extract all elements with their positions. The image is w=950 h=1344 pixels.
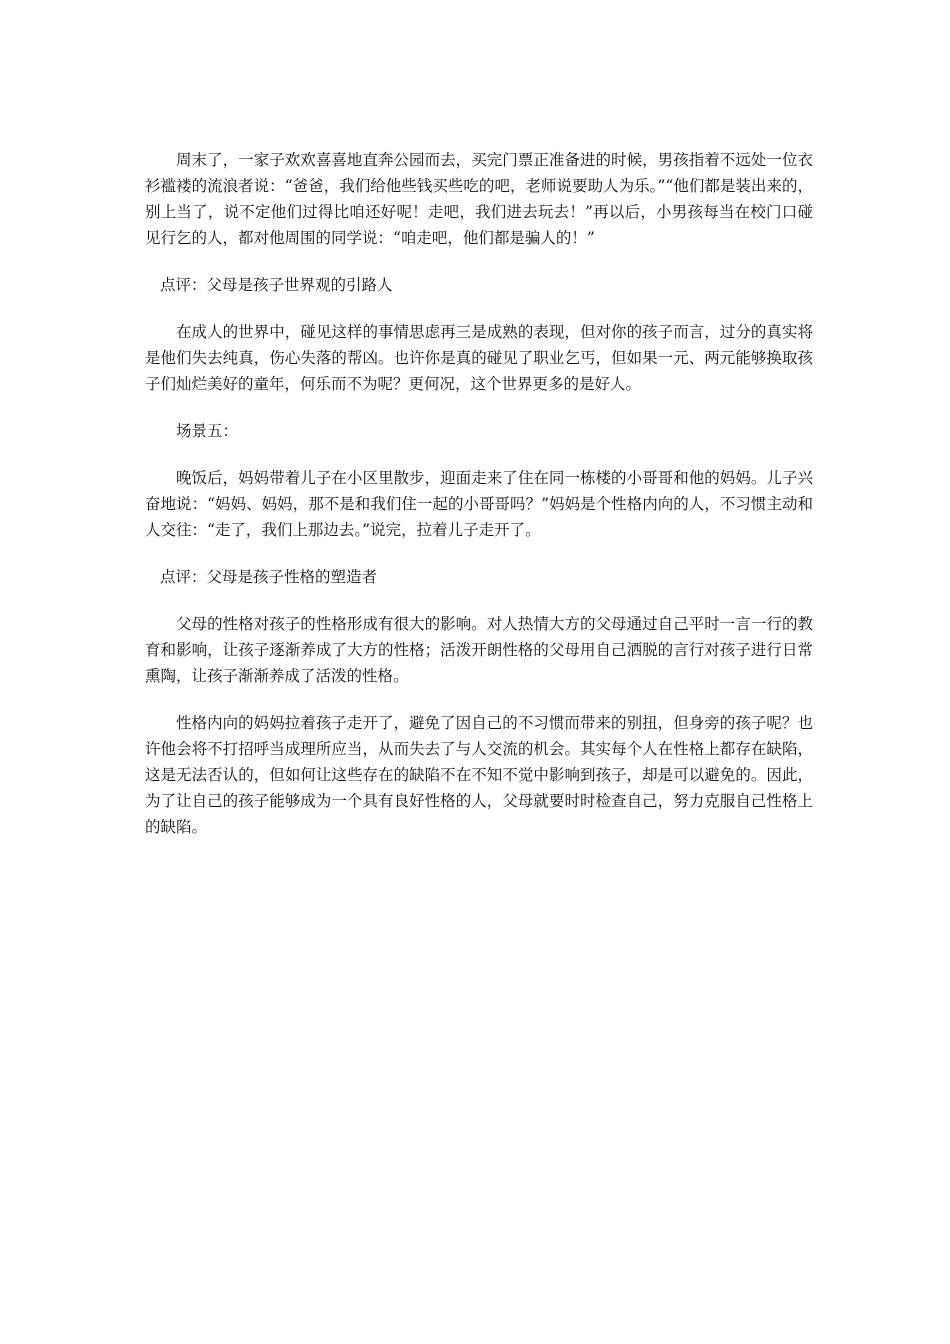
- paragraph-3: 晚饭后，妈妈带着儿子在小区里散步，迎面走来了住在同一栋楼的小哥哥和他的妈妈。儿子兴奋地说：“妈妈、妈妈，那不是和我们住一起的小哥哥吗？”妈妈是个性格内向的人，不习惯主动和人交往：“走了，我们上那边去。”说完，拉着儿子走开了。: [145, 469, 813, 539]
- scene-heading: 场景五：: [176, 422, 239, 440]
- document-body: [145, 147, 813, 840]
- paragraph-5: 性格内向的妈妈拉着孩子走开了，避免了因自己的不习惯而带来的别扭，但身旁的孩子呢？也许他会将不打招呼当成理所应当，从而失去了与人交流的机会。其实每个人在性格上都存在缺陷，这是无法否认的，但如何让这些存在的缺陷不在不知不觉中影响到孩子，却是可以避免的。因此，为了让自己的孩子能够成为一个具有良好性格的人，父母就要时时检查自己，努力克服自己性格上的缺陷。: [145, 714, 813, 836]
- paragraph-4: 父母的性格对孩子的性格形成有很大的影响。对人热情大方的父母通过自己平时一言一行的教育和影响，让孩子逐渐养成了大方的性格；活泼开朗性格的父母用自己洒脱的言行对孩子进行日常熏陶，让孩子渐渐养成了活泼的性格。: [145, 615, 813, 685]
- comment-heading-2: 点评：父母是孩子性格的塑造者: [160, 568, 378, 586]
- paragraph-2: 在成人的世界中，碰见这样的事情思虑再三是成熟的表现，但对你的孩子而言，过分的真实将是他们失去纯真，伤心失落的帮凶。也许你是真的碰见了职业乞丐，但如果一元、两元能够换取孩子们灿烂美好的童年，何乐而不为呢？更何况，这个世界更多的是好人。: [145, 323, 813, 393]
- paragraph-1: 周末了，一家子欢欢喜喜地直奔公园而去，买完门票正准备进的时候，男孩指着不远处一位衣衫褴褛的流浪者说：“爸爸，我们给他些钱买些吃的吧，老师说要助人为乐。”“他们都是装出来的，别上当了，说不定他们过得比咱还好呢！走吧，我们进去玩去！”再以后，小男孩每当在校门口碰见行乞的人，都对他周围的同学说：“咱走吧，他们都是骗人的！”: [145, 151, 813, 247]
- comment-heading-1: 点评：父母是孩子世界观的引路人: [160, 276, 393, 294]
